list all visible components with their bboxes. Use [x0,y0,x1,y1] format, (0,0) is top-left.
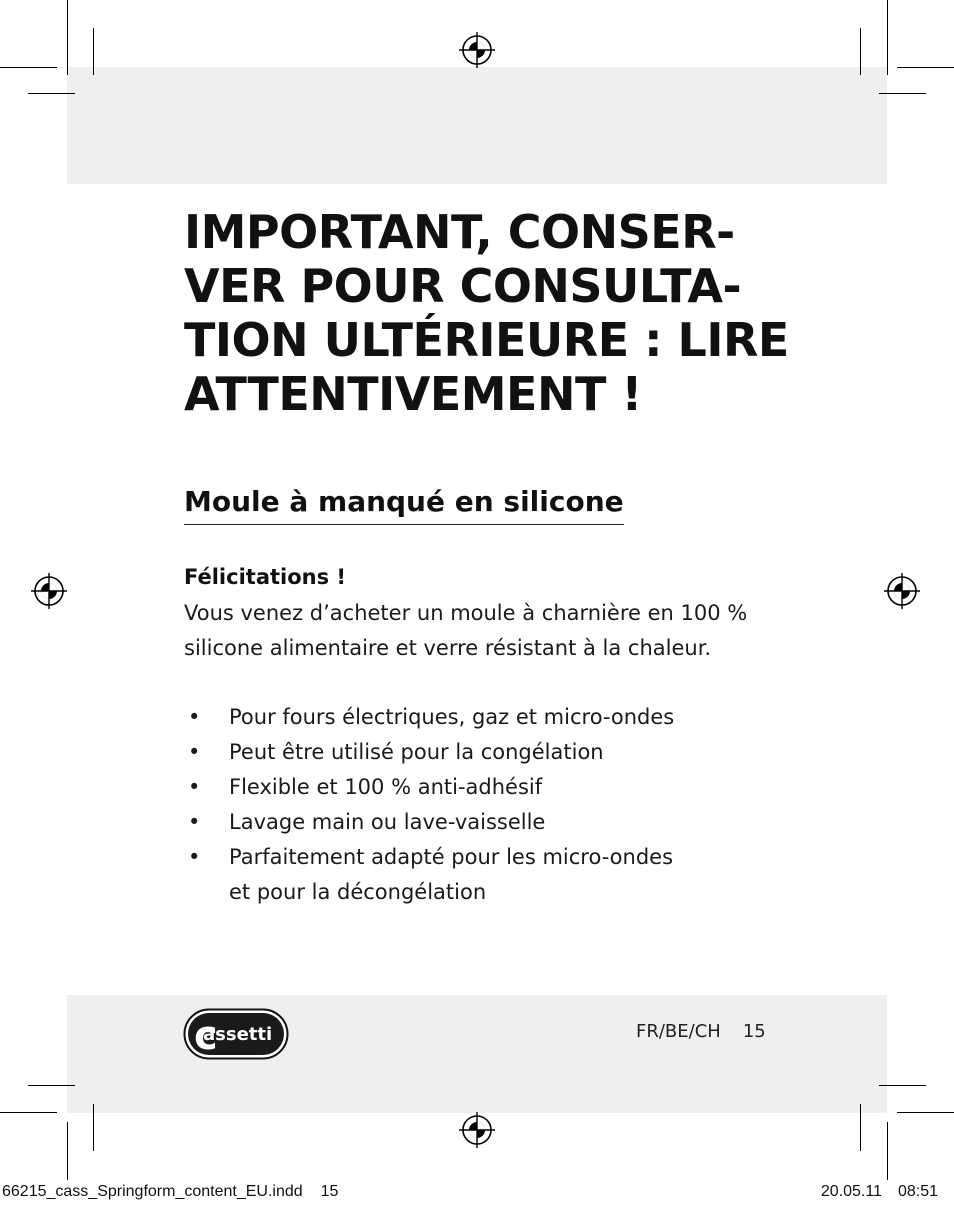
feature-list [184,700,674,910]
svg-text:c: c [194,1013,218,1059]
crop-mark-icon [0,1112,57,1113]
registration-mark-icon [459,32,495,68]
registration-mark-icon [31,573,67,609]
slug-time: 08:51 [897,1183,938,1200]
page-title [184,205,824,421]
bullet-icon: • [188,740,201,764]
title-line: TION ULTÉRIEURE : LIRE [184,313,789,367]
crop-mark-icon [28,93,75,94]
crop-mark-icon [93,1104,94,1151]
slug-file-info [2,1181,338,1203]
list-item [184,805,674,840]
list-item-text: Parfaitement adapté pour les micro-ondes [229,845,674,869]
crop-mark-icon [879,93,926,94]
intro-line: silicone alimentaire et verre résistant à la chaleur. [184,636,712,660]
list-item [184,735,674,770]
registration-mark-icon [884,573,920,609]
bullet-icon: • [188,810,201,834]
list-item [184,840,674,910]
title-line: ATTENTIVEMENT ! [184,367,642,421]
intro-line: Vous venez d’acheter un moule à charnière en 100 % [184,601,748,625]
header-band [67,67,887,184]
list-item-text: Peut être utilisé pour la congélation [229,740,604,764]
list-item [184,770,674,805]
page-number: 15 [742,1021,766,1042]
crop-mark-icon [879,1085,926,1086]
title-line: VER POUR CONSULTA- [184,259,742,313]
list-item-text: Pour fours électriques, gaz et micro-ondes [229,705,675,729]
product-subtitle: Moule à manqué en silicone [184,484,624,525]
crop-mark-icon [860,1104,861,1151]
slug-date: 20.05.11 [820,1183,882,1200]
page-footer-info [636,1018,766,1046]
bullet-icon: • [188,705,201,729]
title-line: IMPORTANT, CONSER- [184,205,735,259]
crop-mark-icon [897,67,954,68]
crop-mark-icon [887,0,888,75]
svg-text:assetti: assetti [203,1024,273,1045]
crop-mark-icon [67,0,68,75]
list-item-text: Lavage main ou lave-vaisselle [229,810,546,834]
crop-mark-icon [860,28,861,75]
list-item-text: et pour la décongélation [229,880,487,904]
cassetti-logo [183,1008,289,1060]
crop-mark-icon [887,1122,888,1180]
list-item-text: Flexible et 100 % anti-adhésif [229,775,543,799]
list-item [184,700,674,735]
crop-mark-icon [0,67,57,68]
registration-mark-icon [459,1112,495,1148]
crop-mark-icon [67,1122,68,1180]
intro-paragraph [184,596,824,666]
slug-page: 15 [320,1183,339,1200]
bullet-icon: • [188,775,201,799]
crop-mark-icon [28,1085,75,1086]
bullet-icon: • [188,845,201,869]
slug-file-name: 66215_cass_Springform_content_EU.indd [2,1183,303,1200]
crop-mark-icon [93,28,94,75]
region-label: FR/BE/CH [636,1021,721,1042]
congratulations-heading: Félicitations ! [184,565,346,589]
slug-date-info [821,1181,938,1203]
crop-mark-icon [897,1112,954,1113]
